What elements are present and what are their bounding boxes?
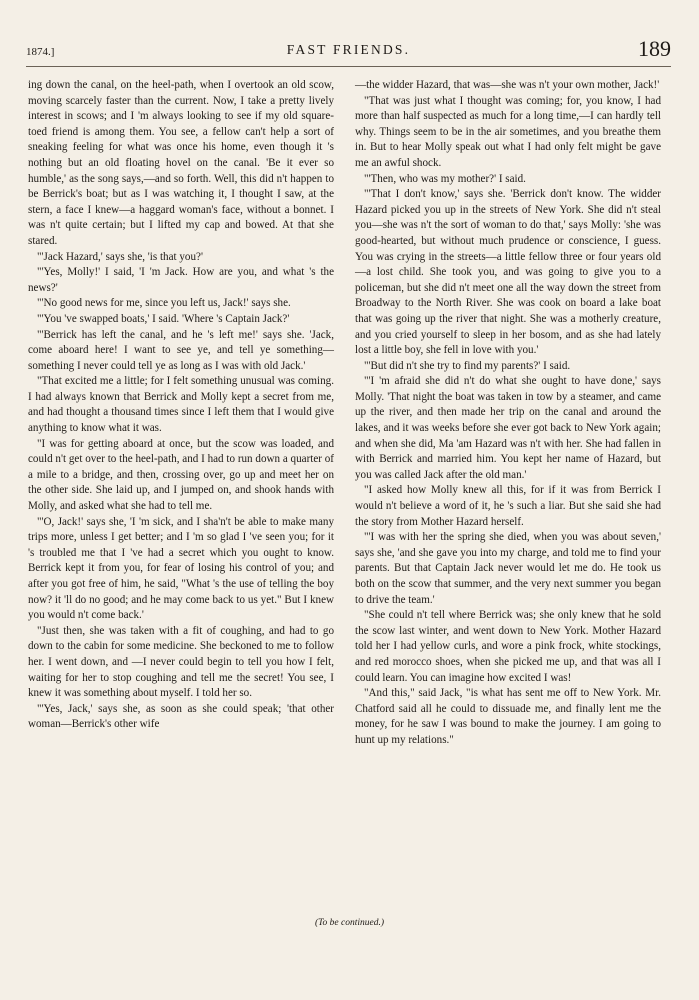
issue-year: 1874.] xyxy=(26,46,55,58)
paragraph: "Just then, she was taken with a fit of coughing, and had to go down to the cabin for some medicine. She beckoned to me to follow her. I went down, and —I never could begin to tell you how I felt, waiting for her to stop coughing and tell me the secret! You see, I knew it was something about myself. I told her so. xyxy=(28,624,334,700)
paragraph: "'Yes, Molly!' I said, 'I 'm Jack. How are you, and what 's the news?' xyxy=(28,266,334,294)
paragraph: "'You 've swapped boats,' I said. 'Where 's Captain Jack?' xyxy=(37,312,290,325)
paragraph: "'Berrick has left the canal, and he 's left me!' says she. 'Jack, come aboard here! I want to see ye, and tell ye something—something I never could tell ye as long as I was with old Jack.' xyxy=(28,328,334,372)
paragraph: "I was for getting aboard at once, but the scow was loaded, and could n't get over to the heel-path, and I had to run down a quarter of a mile to a bridge, and then, crossing over, go up and meet her on the other side. She laid up, and I jumped on, and shook hands with Molly, and asked what she had to tell me. xyxy=(28,437,334,513)
paragraph: "'I 'm afraid she did n't do what she ought to have done,' says Molly. 'That night the boat was taken in tow by a steamer, and came up the river, and then made her trip on the canal and around the lakes, and it was weeks before she ever got back to New York again; and when she did, Ma 'am Hazard was n't with her. She had fallen in with Berrick and married him. You kept her name of Hazard, but you was called Jack after the old man.' xyxy=(355,375,661,481)
story-title: FAST FRIENDS. xyxy=(286,42,411,57)
paragraph: "'But did n't she try to find my parents?' I said. xyxy=(364,359,571,372)
paragraph: "'O, Jack!' says she, 'I 'm sick, and I sha'n't be able to make many trips more, unless I get better; and I 'm so glad I 've seen you; for it 's troubled me that I 've had a secret which you ought to know. Berrick kept it from you, for fear of losing his control of you; and after you got free of him, he said, "What 's the use of telling the boy now? it 'll do no good; and he may come back to us yet." But I knew you would n't come back.' xyxy=(28,515,334,622)
running-header xyxy=(26,36,671,64)
paragraph: "And this," said Jack, "is what has sent me off to New York. Mr. Chatford said all he could to dissuade me, and finally lent me the money, for he saw I was bound to make the journey. I am going to hunt up my relations." xyxy=(355,687,661,746)
paragraph: "That was just what I thought was coming; for, you know, I had more than half suspected as much for a long time,—I can hardly tell why. Things seem to be in the air sometimes, and you breathe them in. But to hear Molly speak out what I had only felt might be gave me an awful shock. xyxy=(355,94,661,169)
paragraph: ing down the canal, on the heel-path, when I overtook an old scow, moving scarcely faster than the current. Now, I take a pretty lively interest in scows; and I 'm always looking to see if my old square-toed friend is among them. You see, a fellow can't help a sort of sneaking feeling for what was once his home, even though it 's nothing but an old floating hovel on the canal. 'Be it ever so humble,' as the song says,—and so forth. Well, this did n't happen to be Berrick's boat; but as I was watching it, I thought I saw, at the stern, a face I knew—a haggard woman's face, without a bonnet. I was n't quite certain; but I lifted my cap and bowed. At that she stared. xyxy=(28,79,334,247)
header-rule xyxy=(26,66,671,67)
left-column xyxy=(28,78,334,733)
paragraph: "'That I don't know,' says she. 'Berrick don't know. The widder Hazard picked you up in the streets of New York. She did n't steal you—she was n't the sort of woman to do that,' says Molly: 'she was good-hearted, but without much prudence or conscience, I guess. You was crying in the streets—a little fellow three or four years old—a lost child. She took you, and was going to give you to a policeman, but she did n't meet one all the way down the street from Broadway to the North River. She was cook on board a lake boat that was going up the river that night. She was a motherly creature, and you cried yourself to sleep in her bosom, and as she had lately lost a little boy, she fell in love with you.' xyxy=(355,188,661,357)
right-column xyxy=(355,78,661,749)
paragraph: "'I was with her the spring she died, when you was about seven,' says she, 'and she gave you into my charge, and told me to find your parents. But that Captain Jack never would let me do. He took us both on the scow that summer, and the very next summer you began to drive the team.' xyxy=(355,531,661,606)
paragraph: "'Yes, Jack,' says she, as soon as she could speak; 'that other woman—Berrick's other wife xyxy=(28,702,334,731)
page-number: 189 xyxy=(638,36,671,61)
to-be-continued-note: (To be continued.) xyxy=(314,918,385,928)
paragraph: "'No good news for me, since you left us, Jack!' says she. xyxy=(37,297,291,310)
paragraph: "That excited me a little; for I felt something unusual was coming. I had always known that Berrick and Molly kept a secret from me, and had thought a thousand times since I left them that I would give anything to know what it was. xyxy=(28,375,334,435)
paragraph: "I asked how Molly knew all this, for if it was from Berrick I would n't believe a word of it, he 's such a liar. But she said she had the story from Mother Hazard herself. xyxy=(355,484,661,528)
paragraph: "'Then, who was my mother?' I said. xyxy=(364,172,526,185)
paragraph: "'Jack Hazard,' says she, 'is that you?' xyxy=(37,250,203,263)
paragraph: "She could n't tell where Berrick was; she only knew that he sold the scow last winter, and went down to New York. Mother Hazard told her I had yellow curls, and wore a pink frock, white stockings, and red morocco shoes, when she picked me up, and that was all I could learn. You can imagine how excited I was! xyxy=(355,609,661,684)
paragraph: —the widder Hazard, that was—she was n't your own mother, Jack!' xyxy=(355,79,660,91)
